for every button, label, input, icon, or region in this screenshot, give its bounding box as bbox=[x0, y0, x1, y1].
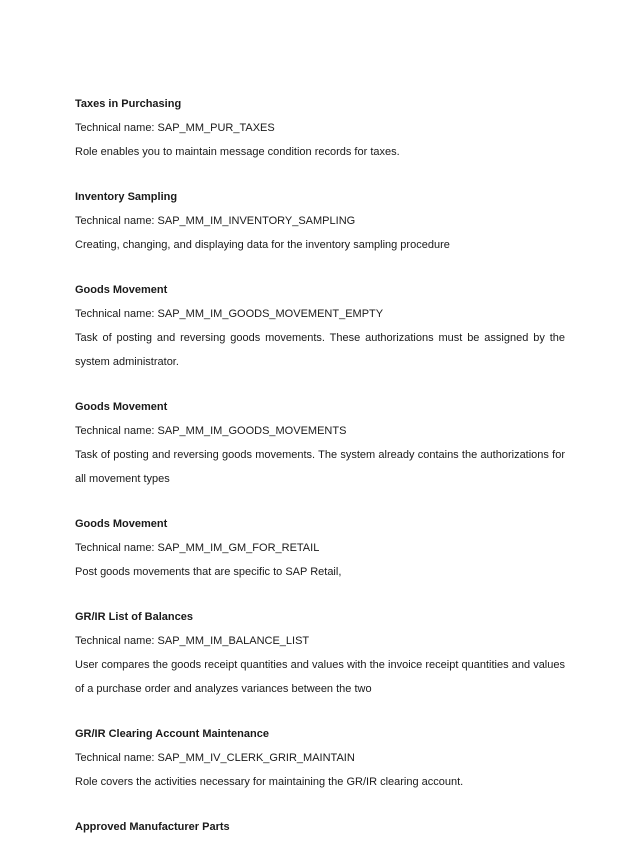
entry-description: Task of posting and reversing goods movements. The system already contains the authorizations for all movement types bbox=[75, 449, 565, 485]
document-entry bbox=[75, 818, 565, 836]
entry-technical-name: Technical name: SAP_MM_IM_GOODS_MOVEMENT_EMPTY bbox=[75, 308, 384, 320]
document-page bbox=[75, 95, 565, 860]
entry-technical-name: Technical name: SAP_MM_IM_BALANCE_LIST bbox=[75, 635, 310, 647]
entry-description: Role enables you to maintain message condition records for taxes. bbox=[75, 146, 400, 158]
document-entry bbox=[75, 398, 565, 491]
entry-technical-name: Technical name: SAP_MM_IM_GOODS_MOVEMENTS bbox=[75, 425, 347, 437]
entry-technical-name: Technical name: SAP_MM_IM_INVENTORY_SAMPLING bbox=[75, 215, 356, 227]
entry-title: Goods Movement bbox=[75, 284, 168, 296]
document-entry bbox=[75, 725, 565, 794]
entry-technical-name: Technical name: SAP_MM_IM_GM_FOR_RETAIL bbox=[75, 542, 320, 554]
document-entry bbox=[75, 188, 565, 257]
entry-title: Approved Manufacturer Parts bbox=[75, 821, 230, 833]
document-entry bbox=[75, 281, 565, 374]
entry-description: Role covers the activities necessary for maintaining the GR/IR clearing account. bbox=[75, 776, 464, 788]
entry-title: GR/IR List of Balances bbox=[75, 611, 193, 623]
entry-title: Taxes in Purchasing bbox=[75, 98, 182, 110]
entry-description: Creating, changing, and displaying data for the inventory sampling procedure bbox=[75, 239, 450, 251]
entry-title: GR/IR Clearing Account Maintenance bbox=[75, 728, 269, 740]
document-entry bbox=[75, 95, 565, 164]
entry-description: Task of posting and reversing goods movements. These authorizations must be assigned by the system administrator. bbox=[75, 332, 565, 368]
entry-title: Goods Movement bbox=[75, 518, 168, 530]
entry-description: Post goods movements that are specific to SAP Retail, bbox=[75, 566, 342, 578]
entry-title: Goods Movement bbox=[75, 401, 168, 413]
document-entry bbox=[75, 608, 565, 701]
document-entry bbox=[75, 515, 565, 584]
entry-title: Inventory Sampling bbox=[75, 191, 178, 203]
entry-description: User compares the goods receipt quantities and values with the invoice receipt quantities and values of a purchase order and analyzes variances between the two bbox=[75, 659, 565, 695]
entry-technical-name: Technical name: SAP_MM_PUR_TAXES bbox=[75, 122, 275, 134]
entry-technical-name: Technical name: SAP_MM_IV_CLERK_GRIR_MAINTAIN bbox=[75, 752, 355, 764]
